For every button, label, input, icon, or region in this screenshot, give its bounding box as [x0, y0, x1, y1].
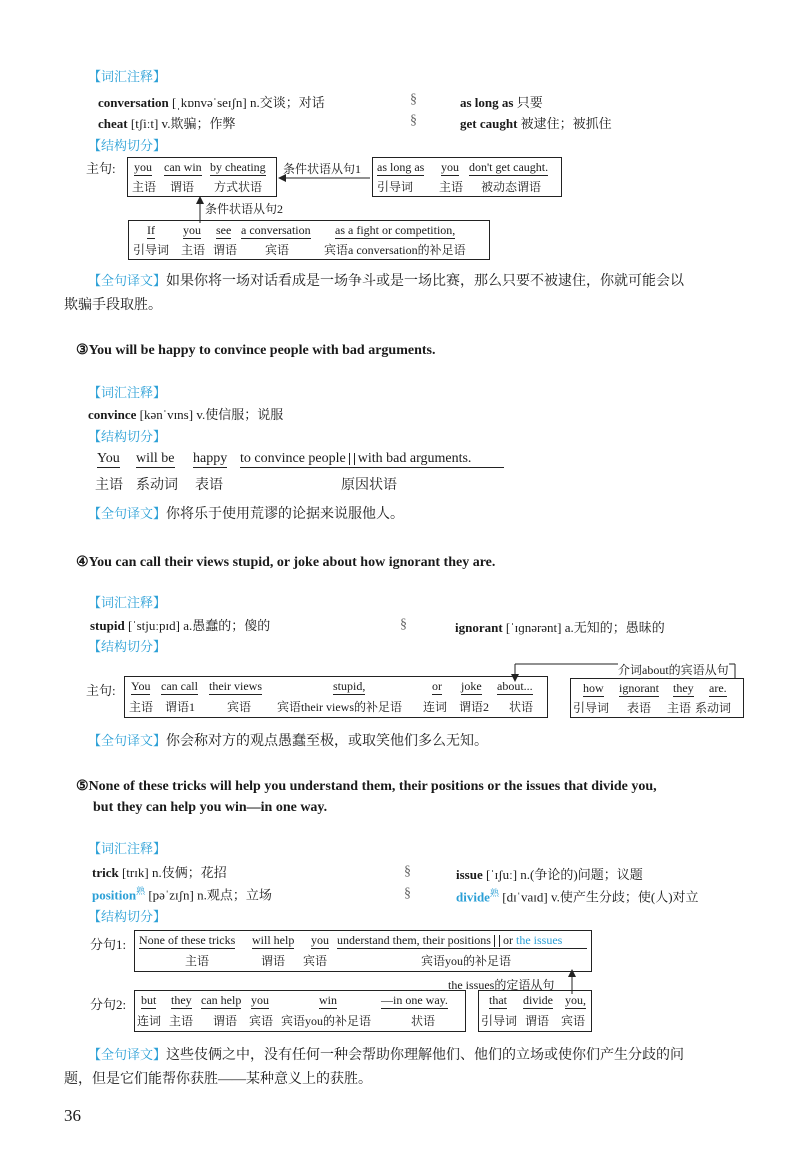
sentence	[76, 778, 657, 795]
vocab-phonetic: [pəˈzɪʃn]	[148, 887, 194, 903]
vocab-phonetic: [trɪk]	[121, 865, 149, 880]
column-separator: §	[404, 864, 411, 879]
vocab-definition: v.使产生分歧；使(人)对立	[550, 889, 699, 905]
familiar-mark: 熟	[136, 886, 146, 896]
translation-text: 你会称对方的观点愚蠢至极，或取笑他们多么无知。	[166, 734, 489, 749]
vocab-entry	[460, 113, 612, 132]
word: win	[319, 993, 337, 1007]
translation	[88, 270, 684, 294]
clause-box	[478, 990, 592, 1032]
vocab-phonetic: [kənˈvɪns]	[139, 407, 194, 422]
translation	[88, 730, 488, 754]
word-group	[337, 933, 587, 949]
column-separator: §	[410, 92, 417, 107]
vocab-word: trick	[92, 865, 119, 880]
role: 谓语	[213, 243, 238, 257]
sentence	[76, 342, 436, 359]
translation-text: 如果你将一场对话看成是一场争斗或是一场比赛，那么只要不被逮住，你就可能会以	[166, 274, 685, 289]
vocab-word: ignorant	[455, 620, 503, 635]
familiar-mark: 熟	[489, 888, 499, 898]
word: how	[583, 681, 604, 695]
vocab-word: issue	[456, 867, 483, 882]
column-separator: §	[404, 886, 411, 901]
role: 谓语	[213, 1014, 238, 1028]
role: 主语	[185, 954, 210, 968]
connector-label: 介词about的宾语从句	[618, 663, 729, 677]
role: 宾语a conversation的补足语	[324, 243, 466, 257]
clause-label: 主句:	[86, 683, 116, 698]
vocab-word: convince	[88, 407, 137, 422]
trans-tag: 【全句译文】	[88, 734, 167, 749]
role: 主语	[129, 700, 154, 714]
struct-tag: 【结构切分】	[88, 910, 167, 925]
role: 状语	[411, 1014, 436, 1028]
role: 主语	[439, 180, 464, 194]
connector-label: the issues的定语从句	[448, 978, 555, 992]
word: will be	[136, 451, 175, 466]
vocab-tag: 【词汇注释】	[88, 842, 167, 857]
word: If	[147, 223, 155, 237]
word: can help	[201, 993, 242, 1007]
role: 宾语	[561, 1014, 586, 1028]
trans-tag: 【全句译文】	[88, 507, 167, 522]
word: by cheating	[210, 160, 266, 174]
word: you	[311, 933, 329, 947]
word: you	[251, 993, 269, 1007]
vocab-definition: v.使信服；说服	[196, 407, 284, 422]
word: understand them, their positions	[337, 933, 491, 947]
role: 引导词	[377, 180, 414, 194]
clause-box	[124, 676, 548, 718]
clause-box	[127, 157, 277, 197]
vocab-definition: a.愚蠢的；傻的	[183, 618, 271, 633]
sentence	[76, 554, 495, 571]
word: you	[183, 223, 201, 237]
word: can win	[164, 160, 202, 174]
vocab-entry	[456, 864, 643, 883]
vocab-definition: n.伎俩；花招	[151, 865, 227, 880]
role: 系动词	[136, 478, 178, 493]
role: 谓语	[525, 1014, 550, 1028]
role: 主语	[181, 243, 206, 257]
translation	[88, 503, 404, 527]
struct-tag: 【结构切分】	[88, 430, 167, 445]
word: None of these tricks	[139, 933, 236, 947]
role: 系动词	[695, 701, 732, 715]
role: 宾语	[249, 1014, 274, 1028]
translation-text: 题，但是它们能帮你获胜——某种意义上的获胜。	[64, 1072, 372, 1087]
vocab-phonetic: [ˈɪʃuː]	[485, 867, 518, 882]
sentence-text: but they can help you win—in one way.	[93, 800, 328, 815]
word: or	[502, 933, 513, 947]
translation-text: 你将乐于使用荒谬的论据来说服他人。	[166, 507, 405, 522]
role: 连词	[137, 1014, 162, 1028]
vocab-phonetic: [ˈstjuːpɪd]	[127, 618, 180, 633]
word: as a fight or competition,	[335, 223, 456, 237]
role: 主语	[132, 180, 157, 194]
vocab-tag: 【词汇注释】	[88, 386, 167, 401]
word: you	[134, 160, 152, 174]
connector-label: 条件状语从句1	[283, 162, 362, 176]
role: 谓语	[261, 954, 286, 968]
word: or	[432, 679, 442, 693]
vocab-definition: 只要	[516, 95, 543, 110]
word: see	[216, 223, 232, 237]
divider	[494, 935, 500, 947]
word: stupid,	[333, 679, 366, 693]
role: 表语	[627, 701, 652, 715]
word: can call	[161, 679, 198, 693]
vocab-definition: n.(争论的)问题；议题	[520, 867, 643, 882]
sentence-number: ③	[76, 343, 89, 358]
vocab-entry	[92, 884, 272, 903]
vocab-entry	[456, 886, 699, 905]
word: but	[141, 993, 157, 1007]
translation	[88, 1044, 684, 1068]
role: 引导词	[481, 1014, 518, 1028]
vocab-word: get caught	[460, 116, 518, 131]
vocab-phonetic: [dɪˈvaɪd]	[502, 889, 548, 905]
sentence-text: You can call their views stupid, or joke about how ignorant they are.	[88, 555, 496, 570]
vocab-definition: a.无知的；愚昧的	[564, 620, 665, 635]
role: 宾语their views的补足语	[277, 700, 402, 714]
word: You	[131, 679, 151, 693]
role: 引导词	[133, 243, 170, 257]
vocab-phonetic: [ˈɪɡnərənt]	[505, 620, 562, 635]
word: divide	[523, 993, 553, 1007]
clause-box	[134, 990, 466, 1032]
vocab-word: stupid	[90, 618, 125, 633]
role: 主语	[95, 478, 123, 493]
word: joke	[461, 679, 482, 693]
word: about...	[497, 679, 533, 693]
role: 宾语you的补足语	[421, 954, 512, 968]
connector-label: 条件状语从句2	[205, 202, 284, 216]
vocab-definition: n.交谈；对话	[249, 95, 325, 110]
word: happy	[193, 451, 228, 466]
sentence-text: You will be happy to convince people with bad arguments.	[88, 343, 436, 358]
word: You	[97, 451, 120, 466]
role: 连词	[423, 700, 448, 714]
vocab-entry	[88, 404, 283, 423]
vocab-tag: 【词汇注释】	[88, 70, 167, 85]
page-number: 36	[64, 1106, 81, 1125]
role: 被动态谓语	[481, 180, 542, 194]
word: that	[489, 993, 507, 1007]
column-separator: §	[410, 113, 417, 128]
vocab-entry	[460, 92, 543, 111]
vocab-entry	[455, 617, 665, 636]
clause-box	[570, 678, 744, 718]
vocab-entry	[98, 92, 325, 111]
vocab-entry	[98, 113, 235, 132]
role: 表语	[195, 478, 223, 493]
vocab-word: as long as	[460, 95, 514, 110]
clause-label: 分句2:	[90, 997, 127, 1012]
vocab-word: cheat	[98, 116, 128, 131]
trans-tag: 【全句译文】	[88, 1048, 167, 1063]
role: 原因状语	[341, 478, 397, 493]
role: 谓语1	[165, 700, 196, 714]
word: —in one way.	[381, 993, 448, 1007]
word: to convince people	[240, 451, 346, 466]
word: don't get caught.	[469, 160, 549, 174]
vocab-phonetic: [tʃiːt]	[130, 116, 159, 131]
role: 主语	[667, 701, 692, 715]
vocab-entry	[92, 862, 227, 881]
role: 主语	[169, 1014, 194, 1028]
vocab-entry	[90, 615, 270, 634]
vocab-tag: 【词汇注释】	[88, 596, 167, 611]
role: 状语	[509, 700, 534, 714]
word: the issues	[515, 933, 563, 947]
sentence-number: ④	[76, 555, 89, 570]
role: 宾语	[265, 243, 290, 257]
clause-box	[134, 930, 592, 972]
clause-label: 分句1:	[90, 937, 127, 952]
translation-text: 这些伎俩之中，没有任何一种会帮助你理解他们、他们的立场或使你们产生分歧的问	[166, 1048, 685, 1063]
word: will help	[252, 933, 295, 947]
clause-label: 主句:	[86, 161, 116, 176]
clause-box	[128, 220, 490, 260]
word: with bad arguments.	[357, 451, 472, 466]
word: you,	[565, 993, 586, 1007]
trans-tag: 【全句译文】	[88, 274, 167, 289]
translation-text: 欺骗手段取胜。	[64, 298, 162, 313]
vocab-word: conversation	[98, 95, 169, 110]
role: 宾语	[303, 954, 328, 968]
word: they	[673, 681, 694, 695]
clause-box	[372, 157, 562, 197]
word: their views	[209, 679, 262, 693]
role: 谓语2	[459, 700, 490, 714]
divider	[349, 453, 355, 465]
sentence-number: ⑤	[76, 779, 89, 794]
word-group	[240, 451, 504, 468]
word: are.	[709, 681, 727, 695]
role: 宾语you的补足语	[281, 1014, 372, 1028]
vocab-definition: v.欺骗；作弊	[161, 116, 236, 131]
word: as long as	[377, 160, 425, 174]
sentence-text: None of these tricks will help you understand them, their positions or the issues that divide you,	[88, 779, 657, 794]
word: they	[171, 993, 192, 1007]
column-separator: §	[400, 617, 407, 632]
vocab-phonetic: [ˌkɒnvəˈseɪʃn]	[172, 95, 247, 110]
role: 宾语	[227, 700, 252, 714]
word: you	[441, 160, 459, 174]
vocab-definition: n.观点；立场	[197, 887, 272, 903]
role: 方式状语	[214, 180, 263, 194]
struct-tag: 【结构切分】	[88, 640, 167, 655]
word: ignorant	[619, 681, 659, 695]
word: a conversation	[241, 223, 311, 237]
role: 谓语	[170, 180, 195, 194]
vocab-word: position	[92, 887, 137, 903]
role: 引导词	[573, 701, 610, 715]
struct-tag: 【结构切分】	[88, 139, 167, 154]
vocab-definition: 被逮住；被抓住	[520, 116, 612, 131]
vocab-word: divide	[456, 889, 490, 905]
